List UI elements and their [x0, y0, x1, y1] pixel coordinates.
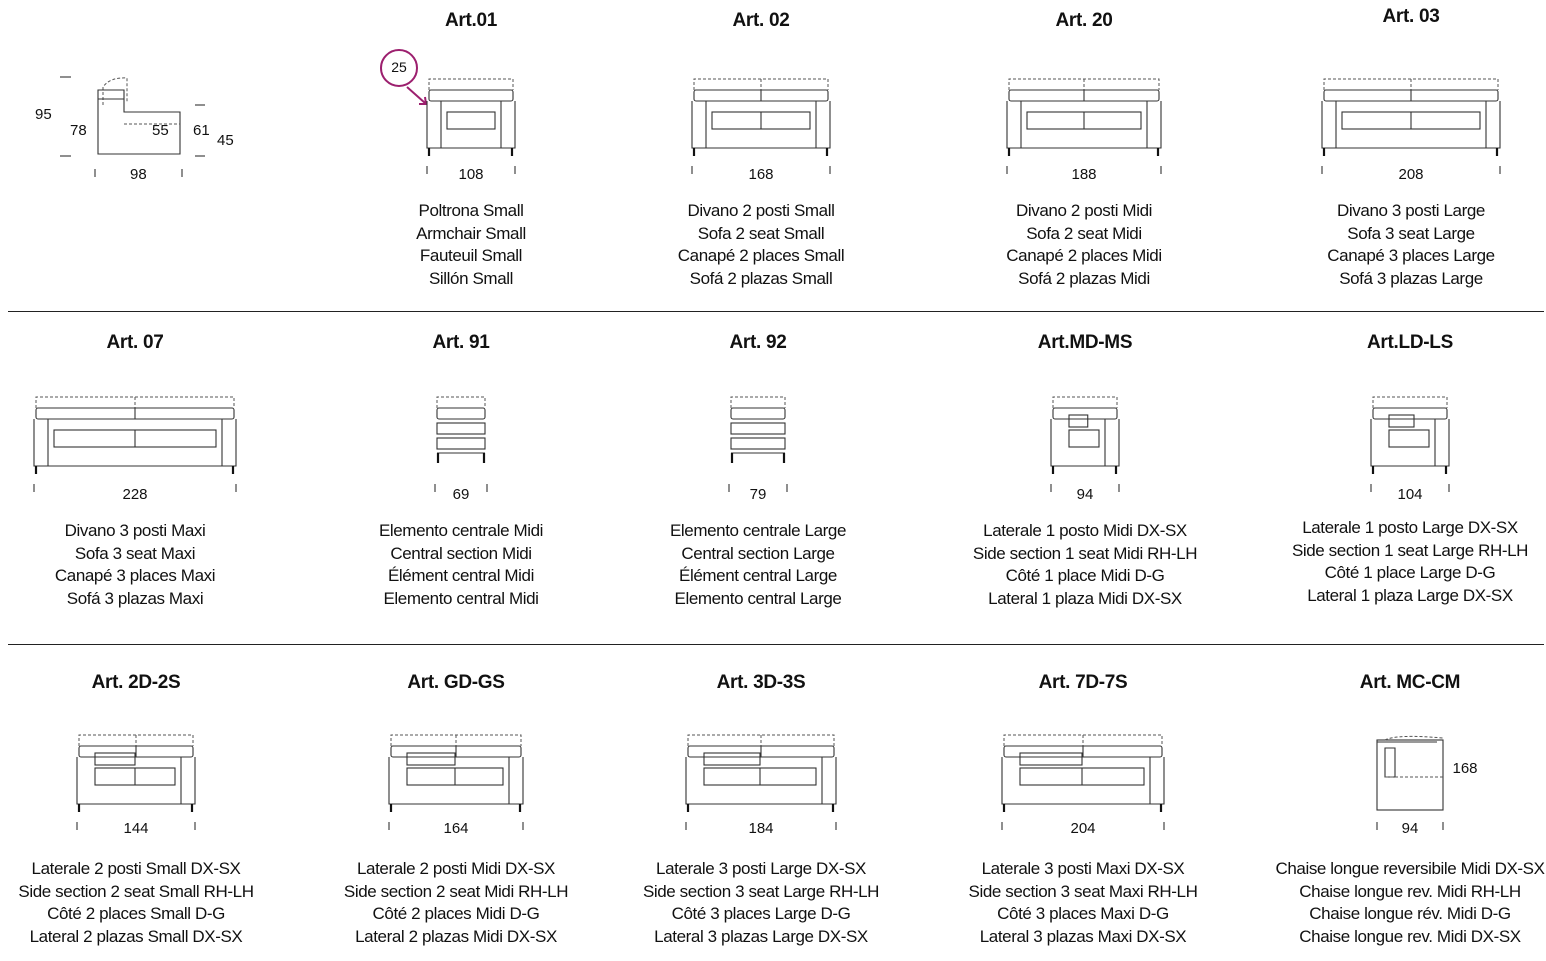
- width-dimension-art-92: 79: [749, 486, 767, 503]
- description-line: Laterale 2 posti Midi DX-SX: [356, 859, 555, 878]
- description-line: Élément central Midi: [387, 566, 534, 586]
- description-line: Central section Midi: [390, 543, 532, 563]
- description-line: Lateral 2 plazas Midi DX-SX: [355, 926, 557, 946]
- description-line: Élément central Large: [679, 566, 837, 586]
- description-line: Laterale 3 posti Maxi DX-SX: [981, 859, 1185, 878]
- description-line: Côté 2 places Midi D-G: [372, 904, 540, 924]
- front-view-drawing-art-gd-gs: [379, 732, 533, 832]
- front-view-drawing-art-07: [24, 394, 246, 494]
- item-description-art-ld-ls: [1292, 517, 1528, 607]
- description-line: Chaise longue reversibile Midi DX-SX: [1275, 859, 1545, 878]
- description-line: Fauteuil Small: [419, 246, 523, 266]
- width-dimension-art-mc-cm: 94: [1401, 820, 1419, 837]
- row-divider-1: [8, 311, 1544, 312]
- height-total-label: 95: [35, 106, 52, 123]
- description-line: Lateral 1 plaza Midi DX-SX: [988, 588, 1182, 608]
- description-line: Côté 2 places Small D-G: [47, 904, 225, 924]
- item-description-art-01: [416, 200, 526, 290]
- front-view-drawing-art-03: [1312, 76, 1510, 176]
- description-line: Sofa 2 seat Midi: [1026, 223, 1142, 243]
- description-line: Divano 3 posti Large: [1337, 201, 1485, 220]
- description-line: Laterale 1 posto Large DX-SX: [1302, 518, 1518, 537]
- front-view-drawing-art-91: [425, 394, 497, 494]
- description-line: Central section Large: [681, 543, 835, 563]
- item-description-art-20: [1006, 200, 1161, 290]
- description-line: Chaise longue rév. Midi D-G: [1309, 904, 1511, 924]
- description-line: Côté 1 place Large D-G: [1324, 563, 1496, 583]
- arm-height-label: 61: [193, 122, 210, 139]
- description-line: Laterale 1 posto Midi DX-SX: [983, 521, 1187, 540]
- description-line: Side section 1 seat Midi RH-LH: [972, 543, 1198, 563]
- item-description-art-02: [678, 200, 844, 290]
- description-line: Elemento centrale Midi: [378, 521, 544, 540]
- front-view-drawing-art-2d-2s: [67, 732, 205, 832]
- description-line: Lateral 2 plazas Small DX-SX: [29, 926, 243, 946]
- width-dimension-art-ld-ls: 104: [1397, 486, 1423, 503]
- description-line: Sofá 3 plazas Large: [1339, 268, 1483, 288]
- description-line: Divano 2 posti Midi: [1015, 201, 1153, 220]
- width-dimension-art-7d-7s: 204: [1070, 820, 1096, 837]
- description-line: Sofá 3 plazas Maxi: [66, 588, 204, 608]
- description-line: Elemento central Large: [674, 588, 842, 608]
- item-title-art-20: Art. 20: [1055, 10, 1113, 31]
- description-line: Côté 3 places Large D-G: [671, 904, 851, 924]
- description-line: Canapé 2 places Midi: [1006, 246, 1162, 266]
- item-description-art-92: [670, 520, 846, 610]
- description-line: Côté 1 place Midi D-G: [1005, 566, 1165, 586]
- front-view-drawing-art-20: [997, 76, 1171, 176]
- front-view-drawing-art-mc-cm: [1367, 732, 1453, 832]
- width-dimension-art-3d-3s: 184: [748, 820, 774, 837]
- description-line: Side section 2 seat Small RH-LH: [18, 881, 254, 901]
- seat-back-label: 78: [70, 122, 87, 139]
- item-title-art-7d-7s: Art. 7D-7S: [1038, 672, 1128, 693]
- description-line: Side section 3 seat Maxi RH-LH: [968, 881, 1198, 901]
- front-view-drawing-art-7d-7s: [992, 732, 1174, 832]
- front-view-drawing-art-92: [719, 394, 797, 494]
- row-divider-2: [8, 644, 1544, 645]
- description-line: Side section 1 seat Large RH-LH: [1291, 540, 1529, 560]
- depth-dimension-art-mc-cm: 168: [1452, 760, 1478, 777]
- item-title-art-92: Art. 92: [729, 332, 787, 353]
- item-description-art-91: [379, 520, 543, 610]
- description-line: Laterale 3 posti Large DX-SX: [656, 859, 866, 878]
- item-description-art-07: [55, 520, 215, 610]
- description-line: Divano 2 posti Small: [687, 201, 835, 220]
- width-dimension-art-01: 108: [458, 166, 484, 183]
- item-description-art-gd-gs: [344, 858, 568, 948]
- description-line: Canapé 3 places Large: [1327, 246, 1495, 266]
- description-line: Lateral 3 plazas Maxi DX-SX: [979, 926, 1187, 946]
- description-line: Chaise longue rev. Midi RH-LH: [1299, 881, 1521, 901]
- description-line: Sofá 2 plazas Small: [689, 268, 833, 288]
- description-line: Divano 3 posti Maxi: [64, 521, 206, 540]
- item-description-art-7d-7s: [969, 858, 1198, 948]
- description-line: Sofá 2 plazas Midi: [1018, 268, 1150, 288]
- seat-height-label: 45: [217, 132, 234, 149]
- width-dimension-art-md-ms: 94: [1076, 486, 1094, 503]
- item-title-art-gd-gs: Art. GD-GS: [407, 672, 505, 693]
- item-title-art-01: Art.01: [444, 10, 498, 31]
- description-line: Sofa 2 seat Small: [697, 223, 825, 243]
- description-line: Chaise longue rev. Midi DX-SX: [1299, 926, 1521, 946]
- width-dimension-art-03: 208: [1398, 166, 1424, 183]
- front-view-drawing-art-02: [682, 76, 840, 176]
- description-line: Side section 2 seat Midi RH-LH: [343, 881, 569, 901]
- item-description-art-mc-cm: [1275, 858, 1544, 948]
- description-line: Laterale 2 posti Small DX-SX: [31, 859, 241, 878]
- front-view-drawing-art-01: [417, 76, 525, 176]
- item-description-art-md-ms: [973, 520, 1197, 610]
- width-dimension-art-02: 168: [748, 166, 774, 183]
- front-view-drawing-art-ld-ls: [1361, 394, 1459, 494]
- description-line: Sofa 3 seat Large: [1347, 223, 1475, 243]
- item-title-art-02: Art. 02: [732, 10, 790, 31]
- item-title-art-mc-cm: Art. MC-CM: [1359, 672, 1461, 693]
- description-line: Sillón Small: [428, 268, 514, 288]
- item-title-art-91: Art. 91: [432, 332, 490, 353]
- item-description-art-3d-3s: [643, 858, 879, 948]
- description-line: Canapé 3 places Maxi: [54, 566, 216, 586]
- description-line: Elemento centrale Large: [669, 521, 847, 540]
- width-dimension-art-2d-2s: 144: [123, 820, 149, 837]
- item-title-art-07: Art. 07: [106, 332, 164, 353]
- item-title-art-03: Art. 03: [1382, 6, 1440, 27]
- width-dimension-art-91: 69: [452, 486, 470, 503]
- front-view-drawing-art-3d-3s: [676, 732, 846, 832]
- description-line: Armchair Small: [416, 223, 526, 243]
- description-line: Sofa 3 seat Maxi: [74, 543, 196, 563]
- item-description-art-03: [1327, 200, 1494, 290]
- width-dimension-art-20: 188: [1071, 166, 1097, 183]
- description-line: Lateral 1 plaza Large DX-SX: [1307, 585, 1513, 605]
- width-dimension-art-gd-gs: 164: [443, 820, 469, 837]
- item-title-art-ld-ls: Art.LD-LS: [1367, 332, 1453, 353]
- description-line: Lateral 3 plazas Large DX-SX: [654, 926, 868, 946]
- item-title-art-md-ms: Art.MD-MS: [1037, 332, 1133, 353]
- description-line: Elemento central Midi: [383, 588, 539, 608]
- item-title-art-3d-3s: Art. 3D-3S: [716, 672, 806, 693]
- seat-depth-label: 55: [152, 122, 169, 139]
- width-dimension-art-07: 228: [122, 486, 148, 503]
- item-description-art-2d-2s: [18, 858, 253, 948]
- description-line: Canapé 2 places Small: [677, 246, 845, 266]
- item-title-art-2d-2s: Art. 2D-2S: [91, 672, 181, 693]
- description-line: Poltrona Small: [418, 201, 524, 220]
- callout-badge: 25: [380, 49, 418, 87]
- description-line: Side section 3 seat Large RH-LH: [642, 881, 880, 901]
- front-view-drawing-art-md-ms: [1041, 394, 1129, 494]
- depth-label: 98: [130, 166, 147, 183]
- description-line: Côté 3 places Maxi D-G: [997, 904, 1169, 924]
